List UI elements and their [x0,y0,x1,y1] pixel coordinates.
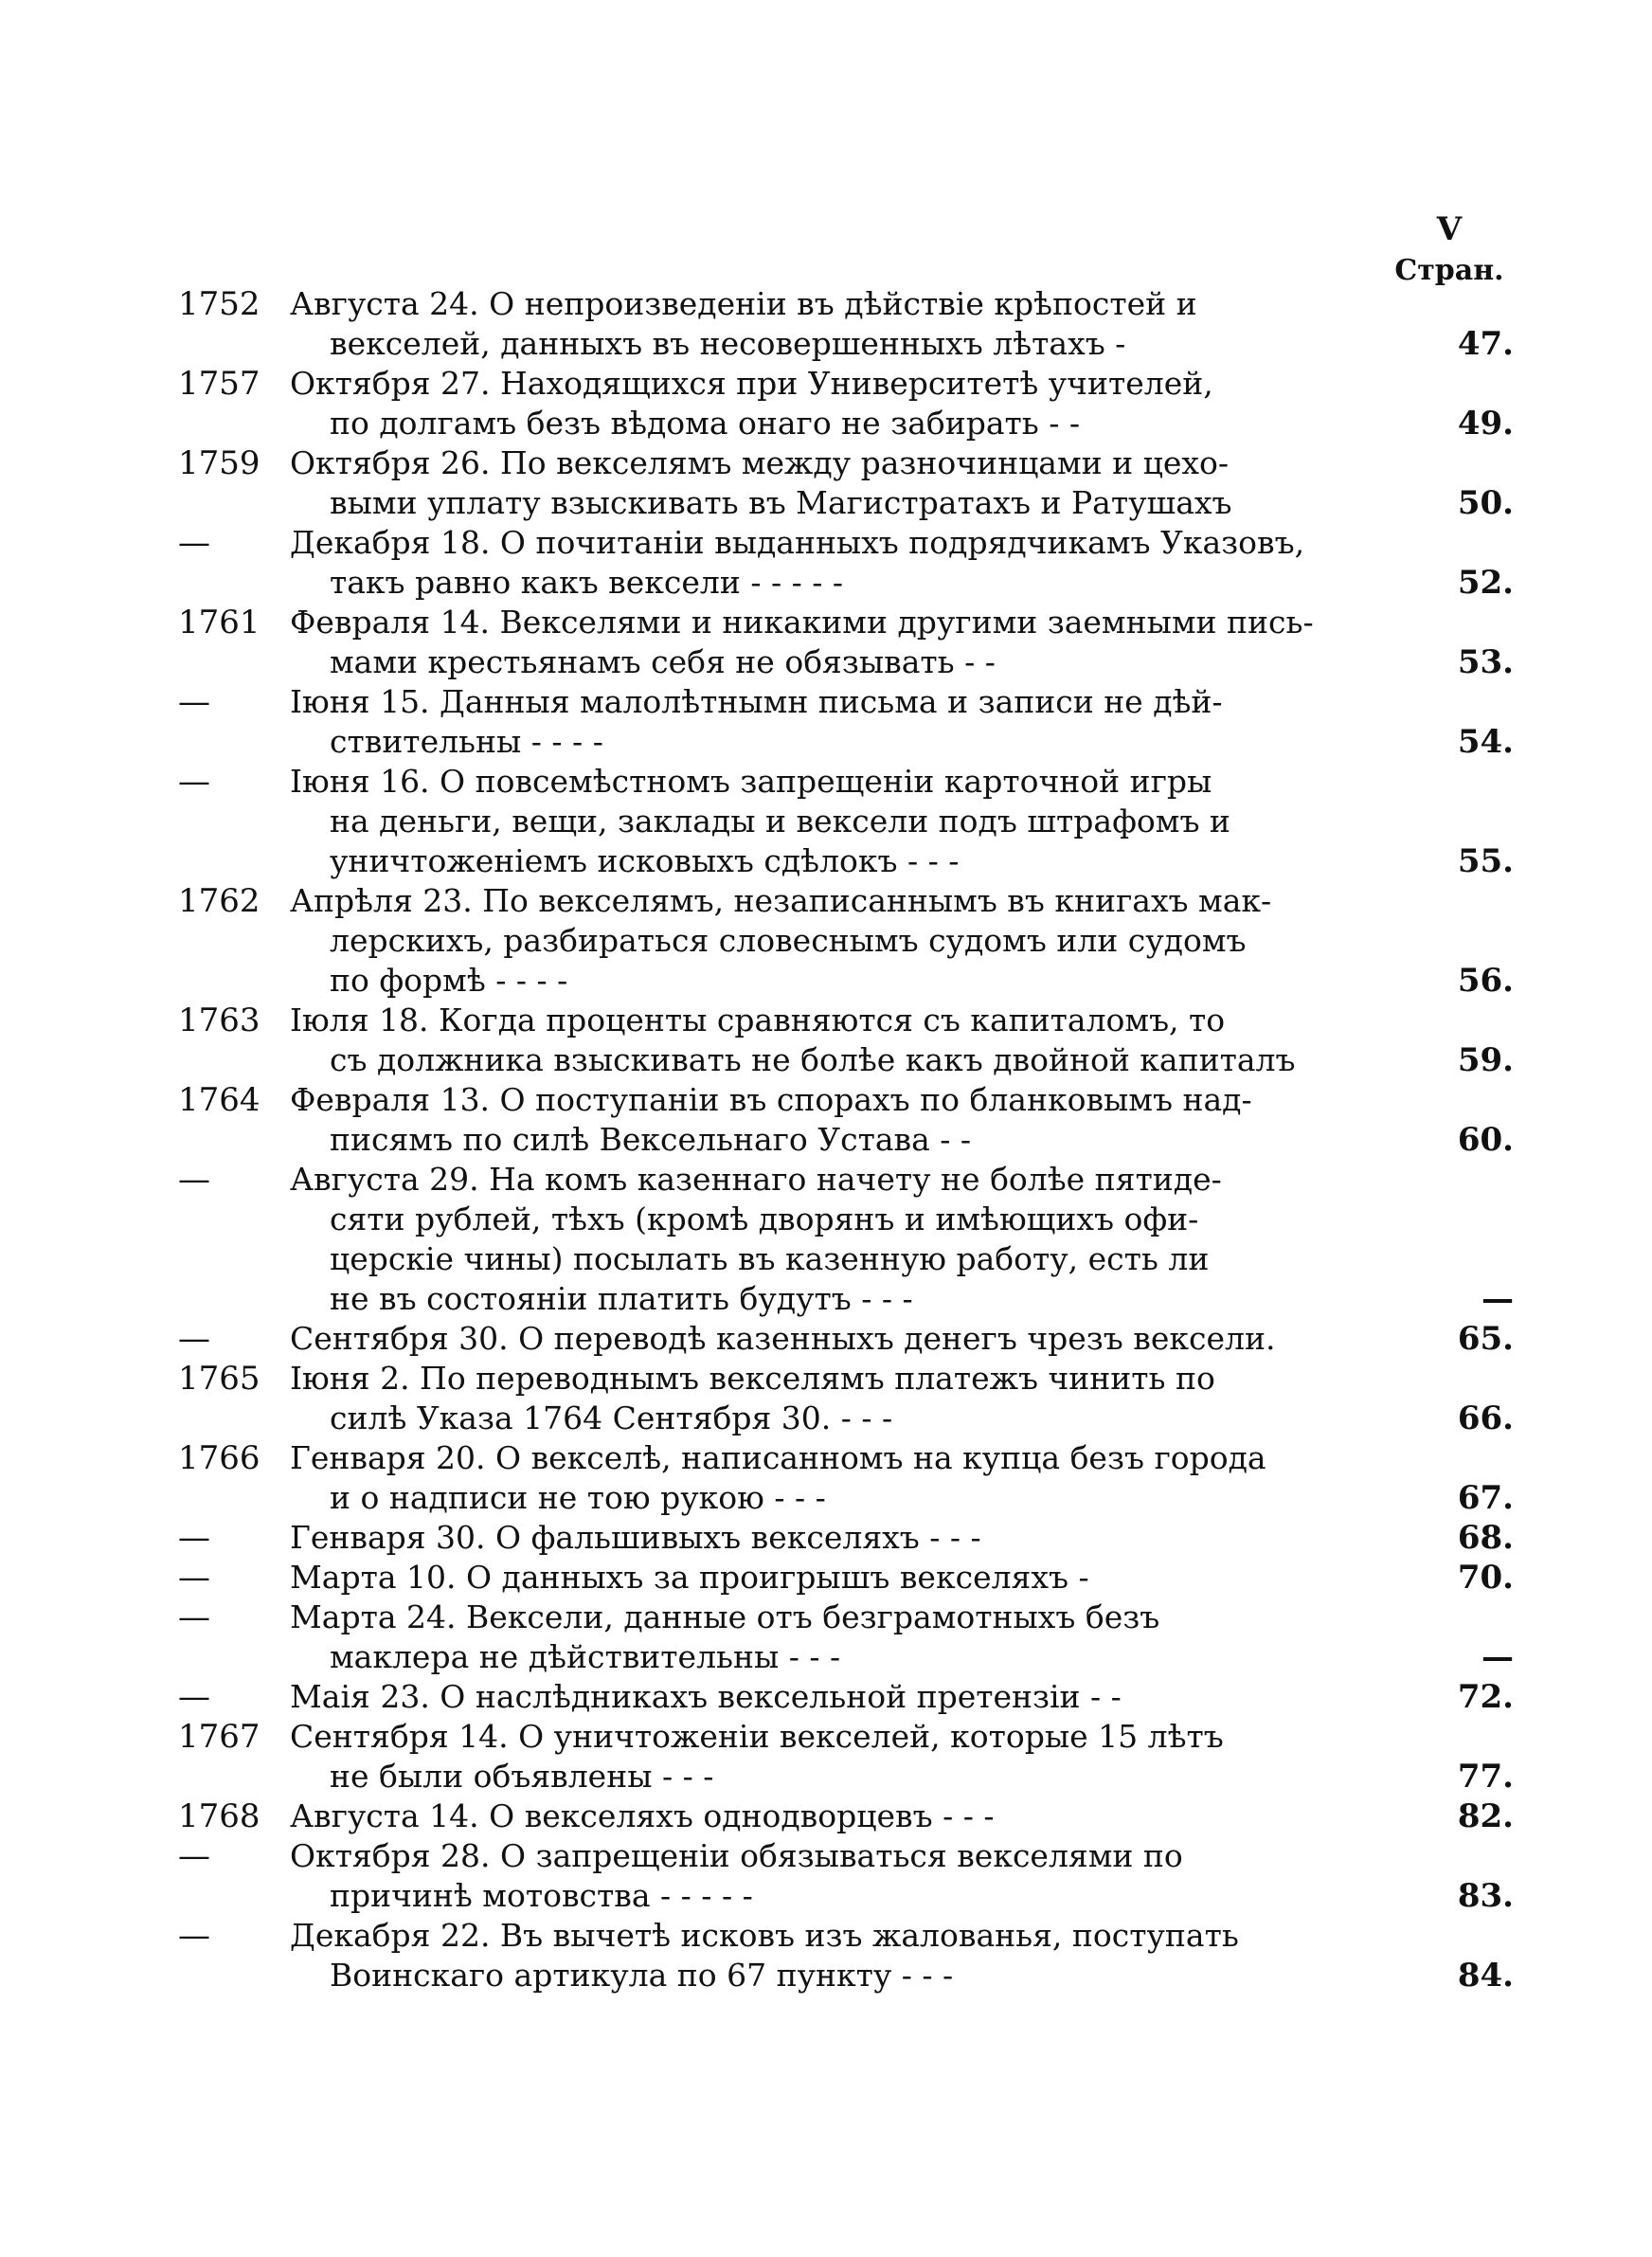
toc-line [178,1677,1523,1717]
entry-year: 1767 [178,1718,260,1756]
entry-page-number: 72. [1457,1678,1514,1716]
toc-line [178,483,1523,523]
entry-text: ствительны - - - - [330,723,603,760]
entry-text: по формѣ - - - - [330,962,568,999]
entry-text: Октября 26. По векселямъ между разночинцами и цехо- [290,444,1229,481]
toc-line [178,1001,1523,1040]
toc-line [178,1279,1523,1319]
entry-text: Октября 28. О запрещенiи обязываться векселями по [290,1837,1183,1874]
toc-line [178,603,1523,642]
toc-entry [178,682,1523,762]
toc-line [178,841,1523,881]
entry-text: лерскихъ, разбираться словеснымъ судомъ или судомъ [330,922,1247,959]
entry-year: 1763 [178,1002,260,1039]
entry-text: церскiе чины) посылать въ казенную работу, есть ли [330,1240,1210,1277]
toc-line [178,921,1523,961]
toc-entry [178,881,1523,1001]
entry-text: Февраля 13. О поступанiи въ спорахъ по бланковымъ над- [290,1081,1252,1118]
entry-text: такъ равно какъ вексели - - - - - [330,564,844,601]
entry-page-number: 68. [1457,1519,1514,1557]
toc-line [178,1438,1523,1478]
entry-text: маклера не дѣйствительны - - - [330,1638,841,1675]
toc-entry [178,1438,1523,1518]
toc-entry [178,1359,1523,1438]
entry-page-number: 50. [1457,484,1514,522]
toc-entry [178,762,1523,881]
entry-year: 1752 [178,285,260,323]
toc-line [178,1757,1523,1797]
toc-entry [178,1677,1523,1717]
entry-page-number: 67. [1457,1479,1514,1517]
entry-year: — [178,1519,210,1557]
toc-line [178,523,1523,563]
toc-entry [178,1518,1523,1558]
toc-line [178,1359,1523,1399]
entry-text: Сентября 14. О уничтоженiи векселей, которые 15 лѣтъ [290,1718,1224,1755]
entry-year: 1766 [178,1439,260,1477]
entry-text: Декабря 22. Въ вычетѣ исковъ изъ жалованья, поступать [290,1917,1239,1954]
entry-text: не въ состоянiи платить будутъ - - - [330,1280,913,1317]
entry-text: Сентября 30. О переводѣ казенныхъ денегъ чрезъ вексели. [290,1320,1276,1357]
entry-year: — [178,524,210,562]
entry-page-number: 66. [1457,1399,1514,1437]
toc-entry [178,1319,1523,1359]
toc-line [178,1040,1523,1080]
toc-line [178,324,1523,364]
toc-entry [178,1797,1523,1836]
entry-page-number: — [1481,1638,1514,1676]
entry-year: — [178,1161,210,1199]
toc-line [178,802,1523,841]
toc-entry [178,603,1523,682]
entry-text: Генваря 30. О фальшивыхъ векселяхъ - - - [290,1519,981,1556]
toc-line [178,762,1523,802]
entry-year: — [178,683,210,721]
entry-text: и о надписи не тою рукою - - - [330,1479,826,1516]
entry-page-number: 65. [1457,1320,1514,1358]
toc-entry [178,1598,1523,1677]
page-mark: V [1436,210,1463,248]
toc-line [178,1558,1523,1598]
toc-line [178,1836,1523,1876]
entry-text: на деньги, вещи, заклады и вексели подъ штрафомъ и [330,803,1230,840]
entry-text: Февраля 14. Векселями и никакими другими заемными пись- [290,604,1314,641]
table-of-contents [178,284,1523,1995]
entry-text: Декабря 18. О почитанiи выданныхъ подрядчикамъ Указовъ, [290,524,1305,561]
entry-text: Августа 29. На комъ казеннаго начету не болѣе пятиде- [290,1161,1222,1198]
entry-text: сяти рублей, тѣхъ (кромѣ дворянъ и имѣющихъ офи- [330,1201,1199,1237]
entry-year: — [178,1678,210,1716]
entry-page-number: 83. [1457,1877,1514,1915]
entry-text: Iюня 2. По переводнымъ векселямъ платежъ чинить по [290,1360,1215,1397]
entry-page-number: 60. [1457,1121,1514,1159]
entry-page-number: 82. [1457,1797,1514,1835]
entry-text: не были объявлены - - - [330,1758,714,1795]
toc-line [178,563,1523,603]
entry-year: 1761 [178,604,260,641]
entry-text: уничтоженiемъ исковыхъ сдѣлокъ - - - [330,842,960,879]
entry-year: — [178,1917,210,1955]
toc-line [178,284,1523,324]
entry-text: причинѣ мотовства - - - - - [330,1877,753,1914]
entry-text: Августа 14. О векселяхъ однодворцевъ - - - [290,1797,995,1834]
entry-year: — [178,1559,210,1597]
entry-page-number: 47. [1457,325,1514,363]
entry-year: 1757 [178,365,260,403]
entry-page-number: — [1481,1280,1514,1318]
toc-entry [178,1836,1523,1916]
entry-text: Марта 24. Вексели, данные отъ безграмотныхъ безъ [290,1598,1160,1635]
toc-line [178,1399,1523,1438]
entry-text: силѣ Указа 1764 Сентября 30. - - - [330,1399,893,1436]
entry-year: 1762 [178,882,260,920]
toc-entry [178,1916,1523,1995]
toc-line [178,404,1523,443]
toc-line [178,1319,1523,1359]
entry-text: Генваря 20. О векселѣ, написанномъ на купца безъ города [290,1439,1266,1476]
toc-entry [178,1558,1523,1598]
entry-page-number: 49. [1457,405,1514,442]
toc-line [178,1916,1523,1956]
toc-line [178,961,1523,1001]
entry-year: — [178,1320,210,1358]
toc-line [178,1080,1523,1120]
toc-line [178,1478,1523,1518]
entry-year: — [178,1598,210,1636]
entry-text: писямъ по силѣ Вексельнаго Устава - - [330,1121,972,1158]
entry-year: 1759 [178,444,260,482]
entry-text: векселей, данныхъ въ несовершенныхъ лѣтахъ - [330,325,1126,362]
entry-page-number: 59. [1457,1041,1514,1079]
toc-entry [178,443,1523,523]
toc-entry [178,1717,1523,1797]
entry-page-number: 56. [1457,962,1514,1000]
entry-page-number: 84. [1457,1957,1514,1995]
toc-line [178,1518,1523,1558]
toc-line [178,1956,1523,1995]
toc-line [178,1598,1523,1637]
entry-text: Iюня 16. О повсемѣстномъ запрещенiи карточной игры [290,763,1212,800]
toc-line [178,722,1523,762]
entry-text: по долгамъ безъ вѣдома онаго не забирать - - [330,405,1081,442]
toc-entry [178,523,1523,603]
entry-page-number: 53. [1457,643,1514,681]
entry-year: 1764 [178,1081,260,1119]
toc-entry [178,1160,1523,1319]
entry-text: мами крестьянамъ себя не обязывать - - [330,643,996,680]
entry-page-number: 77. [1457,1758,1514,1796]
entry-year: 1768 [178,1797,260,1835]
toc-line [178,881,1523,921]
entry-text: съ должника взыскивать не болѣе какъ двойной капиталъ [330,1041,1296,1078]
toc-entry [178,1080,1523,1160]
entry-text: Iюля 18. Когда проценты сравняются съ капиталомъ, то [290,1002,1226,1038]
toc-line [178,1797,1523,1836]
toc-line [178,1239,1523,1279]
toc-line [178,1200,1523,1239]
toc-line [178,443,1523,483]
entry-text: Августа 24. О непроизведенiи въ дѣйствiе крѣпостей и [290,285,1197,322]
entry-page-number: 54. [1457,723,1514,761]
entry-page-number: 52. [1457,564,1514,602]
toc-line [178,1637,1523,1677]
toc-entry [178,284,1523,364]
toc-line [178,1876,1523,1916]
entry-text: Октября 27. Находящихся при Университетѣ учителей, [290,365,1213,402]
entry-text: выми уплату взыскивать въ Магистратахъ и Ратушахъ [330,484,1232,521]
entry-year: — [178,763,210,801]
entry-text: Iюня 15. Данныя малолѣтнымн письма и записи не дѣй- [290,683,1223,720]
entry-text: Маiя 23. О наслѣдникахъ вексельной претензiи - - [290,1678,1122,1715]
entry-year: 1765 [178,1360,260,1398]
toc-line [178,364,1523,404]
toc-line [178,1120,1523,1160]
entry-year: — [178,1837,210,1875]
toc-line [178,682,1523,722]
page-column-heading: Стран. [1394,254,1504,287]
toc-line [178,642,1523,682]
entry-page-number: 55. [1457,842,1514,880]
entry-text: Апрѣля 23. По векселямъ, незаписаннымъ въ книгахъ мак- [290,882,1272,919]
toc-entry [178,364,1523,443]
toc-line [178,1717,1523,1757]
toc-line [178,1160,1523,1200]
entry-page-number: 70. [1457,1559,1514,1597]
entry-text: Воинскаго артикула по 67 пункту - - - [330,1957,954,1994]
entry-text: Марта 10. О данныхъ за проигрышъ векселяхъ - [290,1559,1089,1596]
toc-entry [178,1001,1523,1080]
